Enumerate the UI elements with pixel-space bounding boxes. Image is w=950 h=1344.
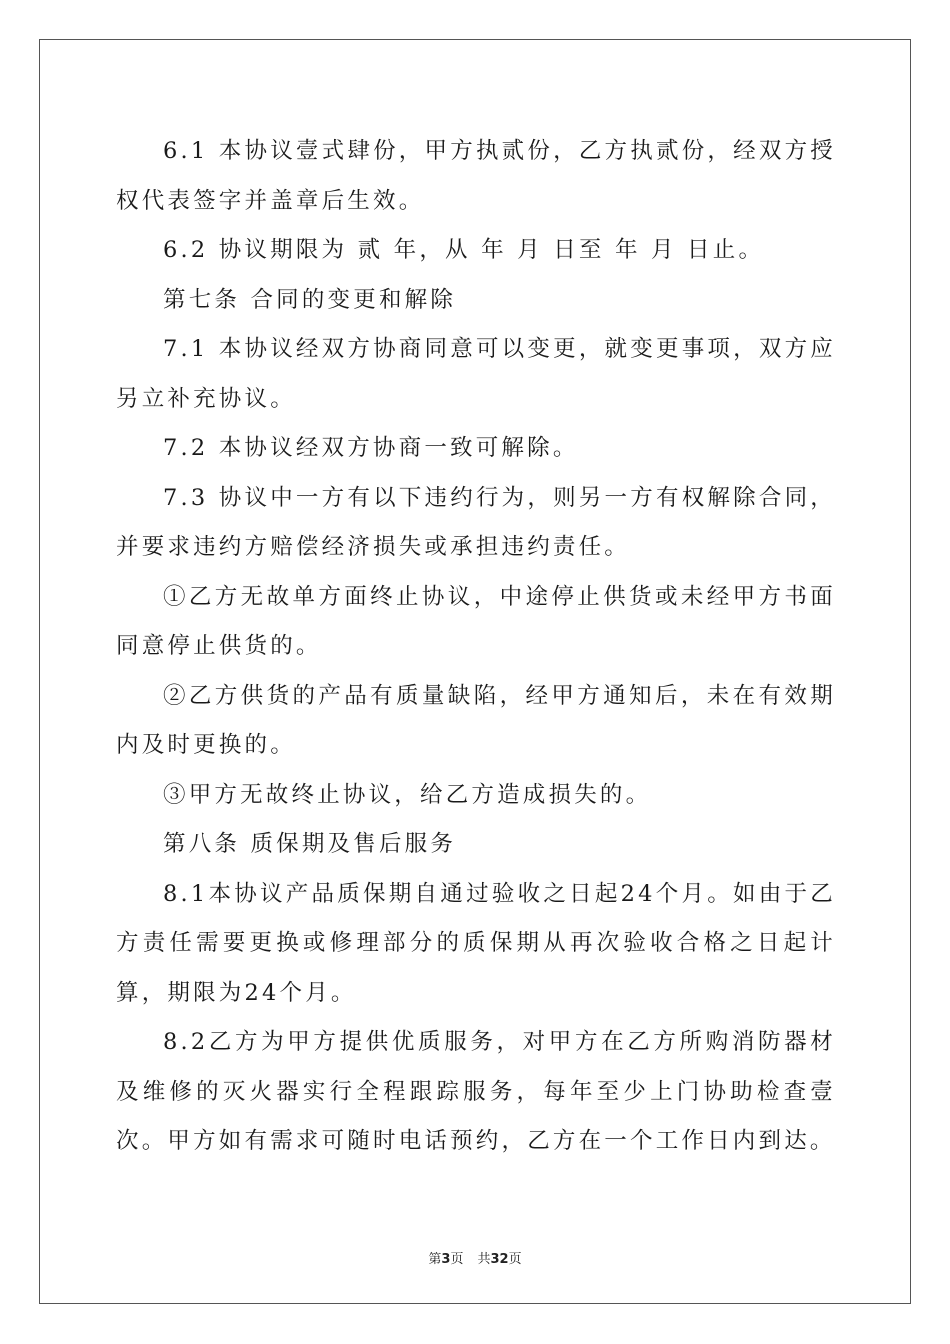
total-suffix: 页 <box>508 1252 522 1267</box>
clause-8-2: 8.2乙方为甲方提供优质服务，对甲方在乙方所购消防器材及维修的灭火器实行全程跟踪服务，每年至少上门协助检查壹次。甲方如有需求可随时电话预约，乙方在一个工作日内到达。 <box>116 1029 836 1154</box>
clause-8-1: 8.1本协议产品质保期自通过验收之日起24个月。如由于乙方责任需要更换或修理部分的质保期从再次验收合格之日起计算，期限为24个月。 <box>116 880 836 1006</box>
total-pages-number: 32 <box>490 1252 509 1267</box>
page-footer <box>0 1248 950 1267</box>
page-suffix: 页 <box>450 1252 464 1267</box>
total-prefix: 共 <box>477 1252 491 1267</box>
article-8-heading: 第八条 质保期及售后服务 <box>163 831 457 857</box>
clause-7-1: 7.1 本协议经双方协商同意可以变更，就变更事项，双方应另立补充协议。 <box>116 336 836 412</box>
current-page-number: 3 <box>441 1252 451 1267</box>
breach-item-1: ①乙方无故单方面终止协议，中途停止供货或未经甲方书面同意停止供货的。 <box>116 583 836 659</box>
page-prefix: 第 <box>428 1252 442 1267</box>
breach-item-3: ③甲方无故终止协议，给乙方造成损失的。 <box>163 781 652 808</box>
clause-6-2: 6.2 协议期限为 贰 年，从 年 月 日至 年 月 日止。 <box>163 237 765 263</box>
clause-7-2: 7.2 本协议经双方协商一致可解除。 <box>163 435 579 461</box>
document-body <box>116 127 836 1167</box>
clause-6-1: 6.1 本协议壹式肆份，甲方执贰份，乙方执贰份，经双方授权代表签字并盖章后生效。 <box>116 138 836 214</box>
clause-7-3: 7.3 协议中一方有以下违约行为，则另一方有权解除合同，并要求违约方赔偿经济损失或承担违约责任。 <box>116 484 836 560</box>
breach-item-2: ②乙方供货的产品有质量缺陷，经甲方通知后，未在有效期内及时更换的。 <box>116 682 836 758</box>
article-7-heading: 第七条 合同的变更和解除 <box>163 286 457 313</box>
